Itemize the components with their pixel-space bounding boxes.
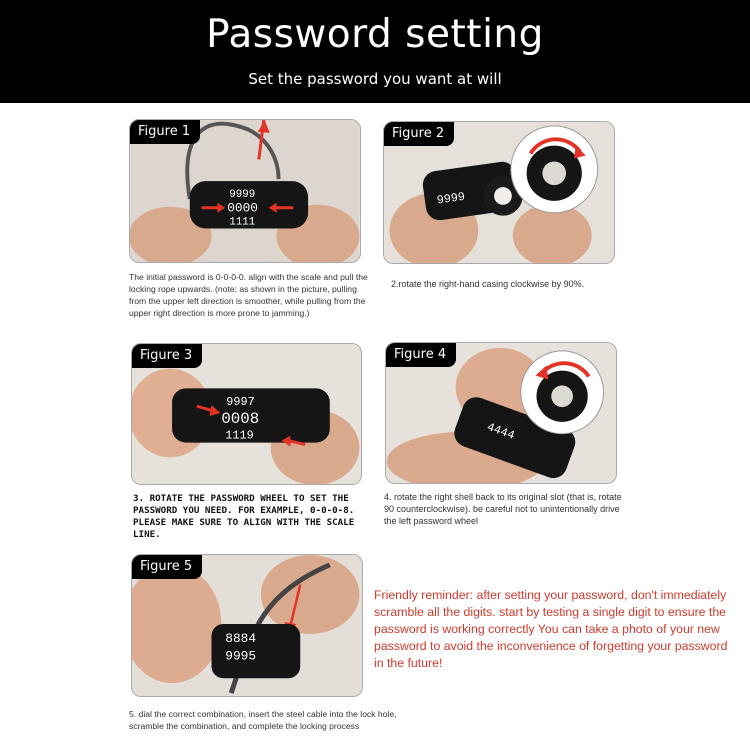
- page-title: Password setting: [206, 12, 544, 57]
- figure-3-label: Figure 3: [132, 344, 202, 368]
- figure-1-photo: [129, 119, 361, 263]
- fig2-digits: 9999: [435, 189, 467, 208]
- figure-1-label: Figure 1: [130, 120, 200, 144]
- fig1-digits-top: 9999: [229, 188, 256, 201]
- fig1-digits-bottom: 1111: [229, 216, 256, 229]
- figure-2-photo: [383, 121, 615, 264]
- fig3-digits-mid: 0008: [221, 409, 260, 428]
- fig1-digits-mid: 0000: [227, 200, 258, 216]
- fig3-digits-bottom: 1119: [225, 428, 254, 443]
- figure-3-photo: [131, 343, 362, 485]
- figure-5-photo: [131, 554, 363, 697]
- header-banner: [0, 0, 750, 103]
- figure-1-caption: The initial password is 0-0-0-0. align with the scale and pull the locking rope upwards. (note: as shown in the picture, pulling from the upper left direction is smoother, while pulling from the upper right direction is more prone to jamming.): [129, 272, 368, 318]
- friendly-reminder: Friendly reminder: after setting your password, don't immediately scramble all the digits. start by testing a single digit to ensure the password is working correctly You can take a photo of your new password to avoid the inconvenience of forgetting your password in the future!: [374, 588, 728, 670]
- fig5-digits-mid: 9995: [225, 648, 257, 664]
- fig3-digits-top: 9997: [226, 395, 255, 410]
- page-subtitle: Set the password you want at will: [248, 70, 502, 88]
- figure-5-label: Figure 5: [132, 555, 202, 579]
- figure-4-photo: [385, 342, 617, 484]
- figure-4-caption: 4. rotate the right shell back to its original slot (that is, rotate 90 counterclockwise). be careful not to unintentionally drive the left password wheel: [384, 492, 622, 526]
- figure-2-label: Figure 2: [384, 122, 454, 146]
- figure-5-caption: 5. dial the correct combination, insert the steel cable into the lock hole, scramble the combination, and complete the locking process: [129, 709, 397, 731]
- figure-4-label: Figure 4: [386, 343, 456, 367]
- figure-3-caption: 3. ROTATE THE PASSWORD WHEEL TO SET THE PASSWORD YOU NEED. FOR EXAMPLE, 0-0-0-8. PLEASE MAKE SURE TO ALIGN WITH THE SCALE LINE.: [133, 493, 355, 540]
- figure-2-caption: 2.rotate the right-hand casing clockwise by 90%.: [391, 279, 585, 289]
- fig4-digits: 4444: [484, 419, 517, 443]
- fig5-digits-top: 8884: [225, 630, 257, 646]
